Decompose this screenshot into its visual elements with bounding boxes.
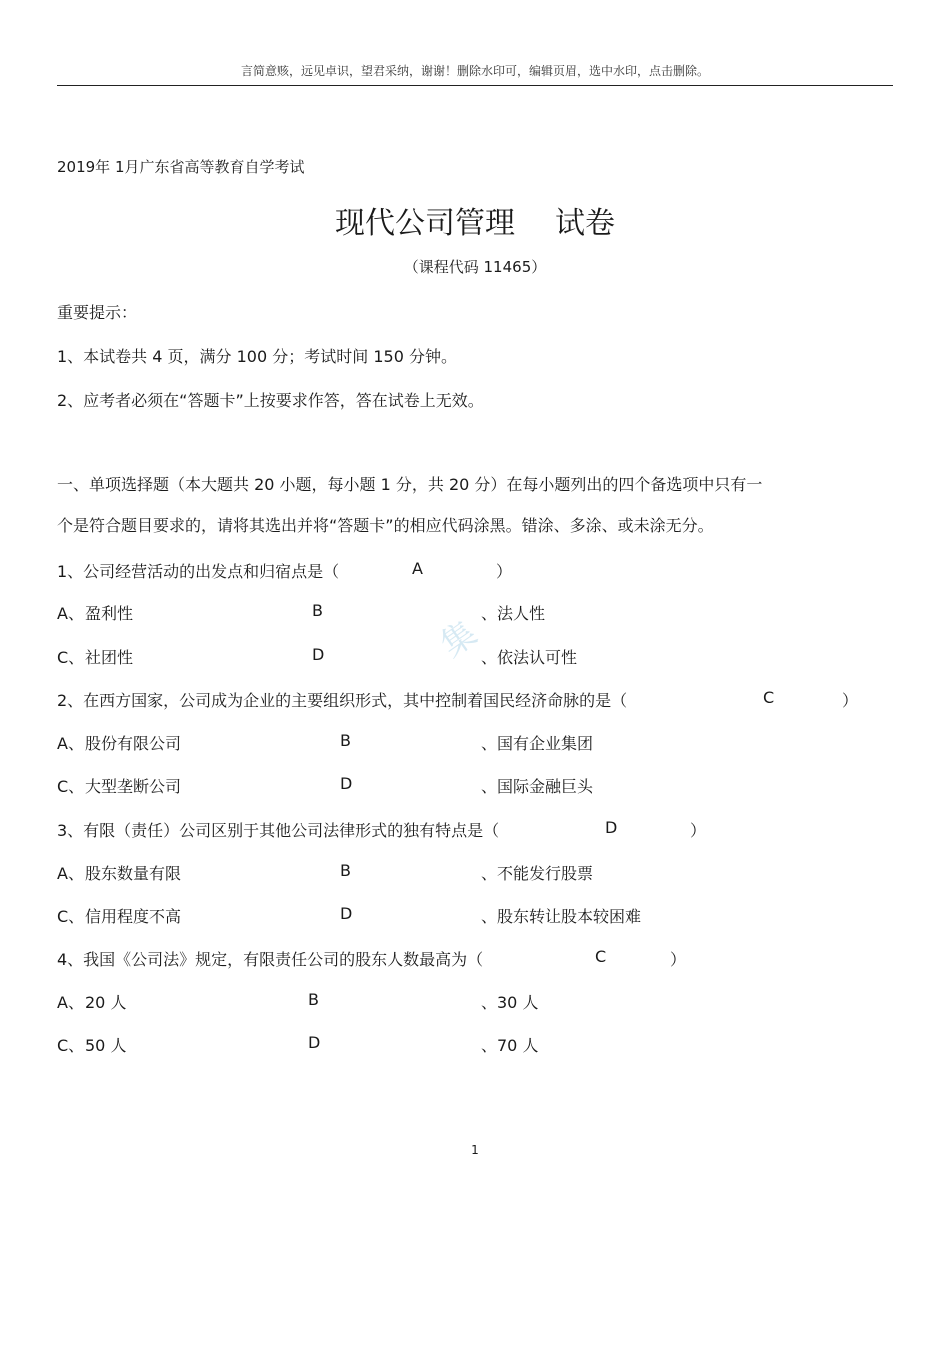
option-text: 社团性 xyxy=(85,648,134,667)
question-answer: D xyxy=(605,818,618,837)
option-label: A、 xyxy=(57,993,84,1012)
header-divider xyxy=(57,85,893,86)
option-label: A、 xyxy=(57,604,84,623)
option-label: B xyxy=(340,731,351,750)
option-text: 信用程度不高 xyxy=(85,907,182,926)
option-text: 50 人 xyxy=(85,1036,127,1055)
option-text: 股份有限公司 xyxy=(85,734,182,753)
question-stem: 4、我国《公司法》规定，有限责任公司的股东人数最高为（ xyxy=(57,950,484,969)
page-number: 1 xyxy=(471,1143,479,1157)
option-text: 、国际金融巨头 xyxy=(481,777,594,796)
option-label: D xyxy=(340,774,353,793)
option-text: 、国有企业集团 xyxy=(481,734,594,753)
option-text: 20 人 xyxy=(85,993,127,1012)
option-label: D xyxy=(312,645,325,664)
title-suffix: 试卷 xyxy=(555,206,615,241)
question-stem: 1、公司经营活动的出发点和归宿点是（ xyxy=(57,562,340,581)
exam-info: 2019年 1月广东省高等教育自学考试 xyxy=(57,158,305,176)
option-label: D xyxy=(308,1033,321,1052)
section-instructions-line1: 一、单项选择题（本大题共 20 小题，每小题 1 分，共 20 分）在每小题列出的四个备选项中只有一 xyxy=(57,475,763,494)
option-text: 股东数量有限 xyxy=(85,864,182,883)
option-label: B xyxy=(312,601,323,620)
option-text: 盈利性 xyxy=(85,604,134,623)
question-answer: A xyxy=(412,559,423,578)
watermark-stamp: 集 xyxy=(433,613,485,666)
question-stem: 2、在西方国家，公司成为企业的主要组织形式，其中控制着国民经济命脉的是（ xyxy=(57,691,628,710)
option-label: A、 xyxy=(57,734,84,753)
header-note: 言简意赅，远见卓识，望君采纳，谢谢！删除水印可，编辑页眉，选中水印，点击删除。 xyxy=(240,64,709,78)
question-answer: C xyxy=(595,947,607,966)
option-label: C、 xyxy=(57,648,85,667)
notice-heading: 重要提示： xyxy=(57,303,138,322)
option-label: C、 xyxy=(57,1036,85,1055)
question-answer: C xyxy=(763,688,775,707)
option-text: 大型垄断公司 xyxy=(85,777,182,796)
option-text: 、30 人 xyxy=(481,993,539,1012)
option-text: 、股东转让股本较困难 xyxy=(481,907,642,926)
option-label: A、 xyxy=(57,864,84,883)
course-code: （课程代码 11465） xyxy=(403,258,547,276)
option-text: 、法人性 xyxy=(481,604,546,623)
option-text: 、70 人 xyxy=(481,1036,539,1055)
option-label: B xyxy=(340,861,351,880)
question-close-paren: ） xyxy=(690,821,707,840)
question-close-paren: ） xyxy=(842,691,859,710)
option-text: 、不能发行股票 xyxy=(481,864,594,883)
notice-item: 1、本试卷共 4 页，满分 100 分；考试时间 150 分钟。 xyxy=(57,347,457,366)
document-title xyxy=(0,198,950,242)
question-close-paren: ） xyxy=(670,950,687,969)
question-stem: 3、有限（责任）公司区别于其他公司法律形式的独有特点是（ xyxy=(57,821,500,840)
option-text: 、依法认可性 xyxy=(481,648,578,667)
option-label: C、 xyxy=(57,907,85,926)
section-instructions-line2: 个是符合题目要求的，请将其选出并将“答题卡”的相应代码涂黑。错涂、多涂、或未涂无分。 xyxy=(57,516,714,535)
question-close-paren: ） xyxy=(496,562,513,581)
notice-item: 2、应考者必须在“答题卡”上按要求作答，答在试卷上无效。 xyxy=(57,391,484,410)
option-label: D xyxy=(340,904,353,923)
option-label: B xyxy=(308,990,319,1009)
title-subject: 现代公司管理 xyxy=(335,206,515,241)
option-label: C、 xyxy=(57,777,85,796)
